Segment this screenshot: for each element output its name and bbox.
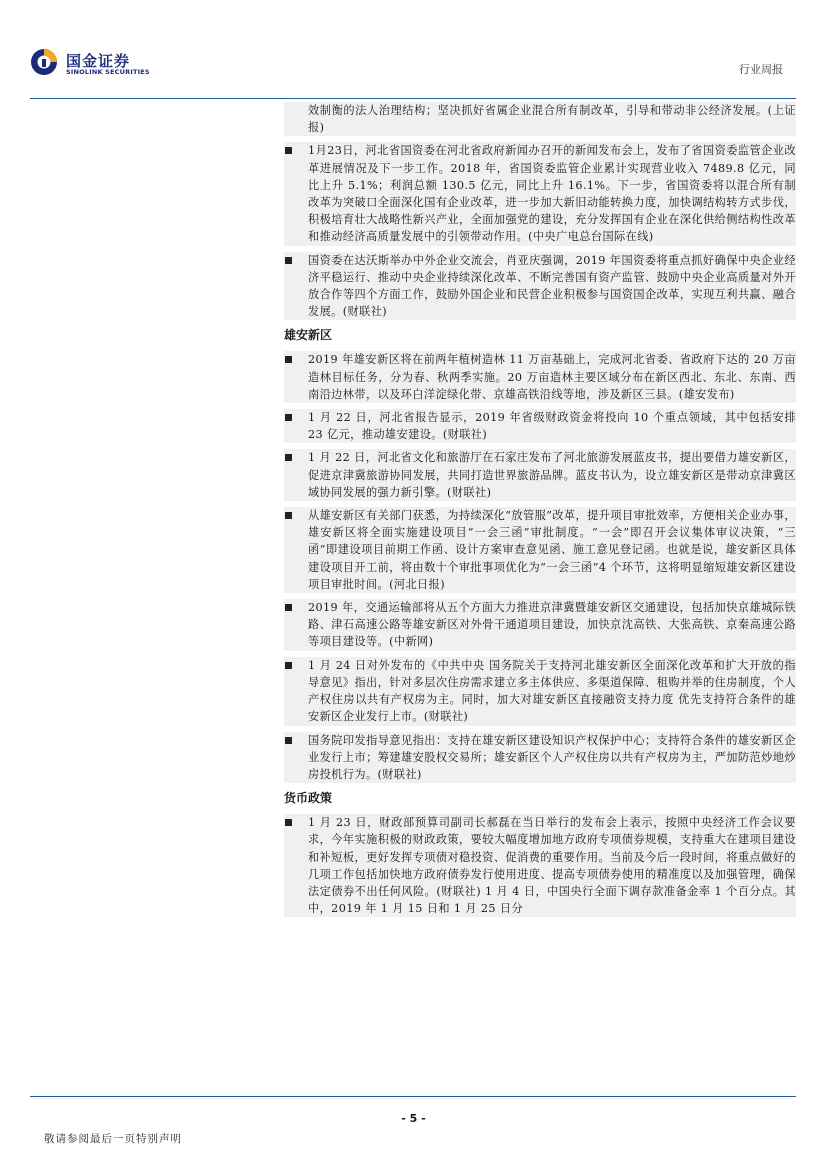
continued-paragraph-text: 效制衡的法人治理结构；坚决抓好省属企业混合所有制改革，引导和带动非公经济发展。(上证报)	[308, 104, 796, 135]
news-item-text: 2019 年雄安新区将在前两年植树造林 11 万亩基础上，完成河北省委、省政府下达的 20 万亩造林目标任务，分为春、秋两季实施。20 万亩造林主要区域分布在新区西北、东北、东南、西南沿边林带，以及环白洋淀绿化带、京雄高铁沿线等地，涉及新区三县。(雄安发布)	[308, 353, 796, 401]
company-logo	[30, 48, 150, 78]
bullet-square-icon	[285, 662, 292, 669]
news-item-text: 国资委在达沃斯举办中外企业交流会，肖亚庆强调，2019 年国资委将重点抓好确保中央企业经济平稳运行、推动中央企业持续深化改革、不断完善国有资产监管、鼓励中央企业高质量对外开放合作等四个方面工作，鼓励外国企业和民营企业积极参与国资国企改革，实现互利共赢、融合发展。(财联社)	[308, 253, 796, 319]
news-item	[284, 507, 796, 593]
continued-paragraph	[284, 102, 796, 136]
bullet-square-icon	[285, 356, 292, 363]
header-divider	[30, 98, 796, 99]
bullet-square-icon	[285, 257, 292, 264]
news-item-text: 国务院印发指导意见指出：支持在雄安新区建设知识产权保护中心；支持符合条件的雄安新区企业发行上市；筹建雄安股权交易所；雄安新区个人产权住房以共有产权房为主，严加防范炒地炒房投机行为。(财联社)	[308, 733, 796, 781]
bullet-square-icon	[285, 604, 292, 611]
news-item-text: 1 月 22 日，河北省报告显示，2019 年省级财政资金将投向 10 个重点领域，其中包括安排 23 亿元，推动雄安建设。(财联社)	[308, 411, 796, 442]
news-item-text: 从雄安新区有关部门获悉，为持续深化“放管服”改革，提升项目审批效率，方便相关企业办事，雄安新区将全面实施建设项目“一会三函”审批制度。“一会”即召开会议集体审议决策，“三函”即建设项目前期工作函、设计方案审查意见函、施工意见登记函。也就是说，雄安新区具体建设项目开工前，将由数十个审批事项优化为“一会三函”4 个环节，这将明显缩短雄安新区建设项目审批时间。(河北日报)	[308, 509, 796, 591]
news-item-text: 2019 年，交通运输部将从五个方面大力推进京津冀暨雄安新区交通建设，包括加快京雄城际铁路、津石高速公路等雄安新区对外骨干通道项目建设，加快京沈高铁、大张高铁、京秦高速公路等项目建设等。(中新网)	[308, 601, 796, 649]
news-item	[284, 252, 796, 321]
news-item-text: 1 月 23 日，财政部预算司副司长郝磊在当日举行的发布会上表示，按照中央经济工作会议要求，今年实施积极的财政政策，要较大幅度增加地方政府专项债券规模，支持重大在建项目建设和补短板，更好发挥专项债对稳投资、促消费的重要作用。当前及今后一段时间，将重点做好的几项工作包括加快地方政府债券发行使用进度、提高专项债券使用的精准度以及加强管理，确保法定债券不出任何风险。(财联社) 1 月 4 日，中国央行全面下调存款准备金率 1 个百分点。其中，2019 年 1 月 15 日和 1 月 25 日分	[308, 816, 796, 916]
news-item-text: 1 月 24 日对外发布的《中共中央 国务院关于支持河北雄安新区全面深化改革和扩大开放的指导意见》指出，针对多层次住房需求建立多主体供应、多渠道保障、租购并举的住房制度，个人产权住房以共有产权房为主。同时，加大对雄安新区直接融资支持力度 优先支持符合条件的雄安新区企业发行上市。(财联社)	[308, 658, 796, 724]
news-item	[284, 657, 796, 726]
report-type-label: 行业周报	[739, 63, 783, 76]
footer-disclaimer: 敬请参阅最后一页特别声明	[44, 1133, 182, 1145]
bullet-square-icon	[285, 454, 292, 461]
logo-english-text: SINOLINK SECURITIES	[66, 68, 150, 76]
bullet-square-icon	[285, 819, 292, 826]
bullet-square-icon	[285, 512, 292, 519]
section-heading-xiongan: 雄安新区	[284, 328, 333, 343]
bullet-square-icon	[285, 414, 292, 421]
news-item-text: 1 月 22 日，河北省文化和旅游厅在石家庄发布了河北旅游发展蓝皮书，提出要借力雄安新区，促进京津冀旅游协同发展，共同打造世界旅游品牌。蓝皮书认为，设立雄安新区是带动京津冀区域协同发展的强力新引擎。(财联社)	[308, 451, 796, 499]
news-item	[284, 142, 796, 245]
page-number: - 5 -	[401, 1112, 426, 1125]
logo-chinese-text: 国金证券	[66, 52, 131, 70]
news-item	[284, 732, 796, 784]
news-item	[284, 599, 796, 651]
sinolink-logo-icon	[30, 48, 58, 76]
news-item-text: 1月23日，河北省国资委在河北省政府新闻办召开的新闻发布会上，发布了省国资委监管企业改革进展情况及下一步工作。2018 年，省国资委监管企业累计实现营业收入 7489.8 亿元，同比上升 5.1%；利润总额 130.5 亿元，同比上升 16.1%。下一步，省国资委将以混合所有制改革为突破口全面深化国有企业改革，进一步加大新旧动能转换力度，加快调结构转方式步伐，积极培育壮大战略性新兴产业，全面加强党的建设，充分发挥国有企业在深化供给侧结构性改革和推动经济高质量发展中的引领带动作用。(中央广电总台国际在线)	[308, 144, 796, 244]
news-item	[284, 351, 796, 403]
main-content	[284, 102, 796, 923]
bullet-square-icon	[285, 737, 292, 744]
news-item	[284, 814, 796, 917]
news-item	[284, 409, 796, 443]
footer-divider	[30, 1096, 796, 1097]
page-header	[0, 0, 827, 100]
news-item	[284, 449, 796, 501]
section-heading-monetary-policy: 货币政策	[284, 791, 333, 806]
bullet-square-icon	[285, 147, 292, 154]
